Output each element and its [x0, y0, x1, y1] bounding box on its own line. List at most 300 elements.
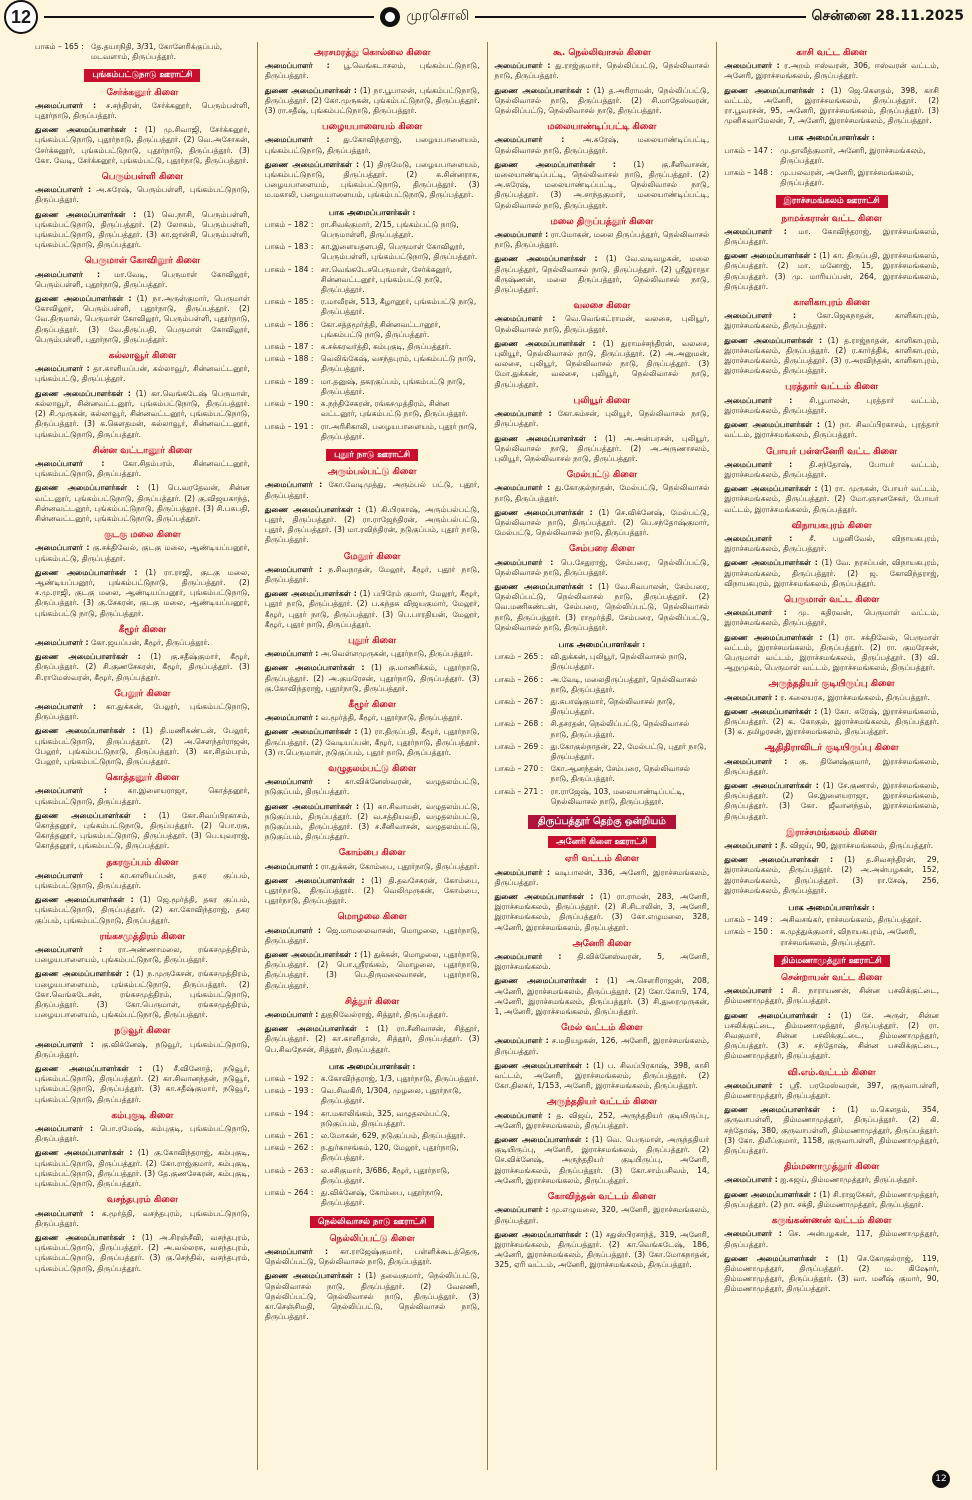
booth-text: சி.தசரதன், நெல்லிப்பட்டு, நெல்லிவாசல் நாடு, திருப்பத்தூர். — [550, 719, 690, 739]
entry-text: (1) ரா. சக்திவேல், பெருமாள் வட்டம், இராச்சமங்கலம், திருப்பத்தூர். (2) ரா. குமரேசன், பெருமாள் வட்டம், இராச்சமங்கலம், திருப்பத்தூர். (3) வி. ஆறுமுகம், பெருமாள் வட்டம், இராச்சமங்கலம், திருப்பத்தூர். — [724, 632, 939, 673]
entry-text: சி. நாராயணன், சின்ன பசலிக்குட்டை, திம்மணாமுத்தூர், திருப்பத்தூர். — [724, 986, 939, 1006]
booth-row — [265, 377, 480, 397]
column-1 — [28, 42, 258, 1470]
entry-label: துணை அமைப்பாளர்கள் : — [264, 801, 360, 811]
booth-row — [265, 342, 480, 352]
entry-text: கா.காளியப்பன், தகர குப்பம், புங்கம்பட்டுநாடு, திருப்பத்தூர். — [35, 870, 250, 891]
member-entry — [724, 336, 939, 377]
entry-label: துணை அமைப்பாளர்கள் : — [264, 159, 359, 169]
section-heading: புலியூர் கிளை — [573, 395, 631, 406]
section-heading: குடகு மலை கிளை — [104, 530, 181, 541]
entry-label: அமைப்பாளர் : — [494, 1036, 549, 1046]
booth-number: பாகம் – 184 : — [264, 264, 314, 274]
member-entry — [495, 339, 710, 390]
entry-label: துணை அமைப்பாளர்கள் : — [264, 727, 358, 737]
member-entry — [724, 841, 939, 851]
member-entry — [495, 230, 710, 250]
entry-text: (1) கோ. சுரேஷ், இராச்சமங்கலம், திருப்பத்தூர். (2) க. கோகுல், இராச்சமங்கலம், திருப்பத்தூர். (3) க. தமிழரசன், இராச்சமங்கலம், திருப்பத்தூர். — [724, 706, 939, 737]
entry-text: (1) தி.தவசேகரன், கோம்பை, புதூர்நாடு, திருப்பத்தூர். (2) வெலிமுருகன், கோம்பை, புதூர்நாடு, திருப்பத்தூர். — [264, 875, 480, 906]
member-entry — [35, 364, 250, 384]
member-entry — [724, 396, 939, 416]
section-heading: வழுதலம்பட்டு கிளை — [328, 763, 417, 774]
booth-text: கோ.ஆனந்தன், சேம்பரை, நெல்லிவாசல் நாடு, திருப்பத்தூர். — [550, 764, 690, 784]
booth-text: மா.தனுஷ், தகரகுப்பம், புங்கம்பட்டு நாடு, திருப்பத்தூர். — [320, 376, 466, 396]
booth-number: பாகம் – 261 : — [264, 1131, 314, 1141]
entry-text: (1) வெ. பெருமாள், அருந்ததியர் குடியிருப்பு, அனேரி, இராச்சமங்கலம், திருப்பத்தூர். (2) செ.விக்னேஷ், அருந்ததியர் குடியிருப்பு, அனேரி, இராச்சமங்கலம், திருப்பத்தூர். (3) கோ.சாம்பசிவம், 14, அனேரி, இராச்சமங்கலம், திருப்பத்தூர். — [494, 1135, 710, 1185]
member-entry — [495, 558, 710, 578]
member-entry — [495, 409, 710, 429]
entry-label: அமைப்பாளர் : — [494, 867, 551, 877]
member-entry — [35, 210, 250, 251]
member-entry — [265, 1271, 480, 1322]
entry-text: அ.சுரேஷ், பெரும்பள்ளி, புங்கம்பட்டுநாடு, திருப்பத்தூர். — [35, 185, 250, 205]
member-entry — [495, 892, 710, 933]
entry-label: அமைப்பாளர் : — [264, 925, 321, 935]
member-entry — [265, 589, 480, 630]
entry-label: அமைப்பாளர் : — [35, 543, 90, 553]
member-entry — [35, 101, 250, 121]
section-heading: காளிகாபுரம் கிளை — [793, 298, 870, 309]
member-entry — [35, 1209, 250, 1229]
member-entry — [724, 633, 939, 674]
page-number-badge: 12 — [4, 0, 38, 34]
member-entry — [495, 1230, 710, 1271]
entry-text: கோ.ஜெகநாதன், காளிகாபுரம், இராச்சமங்கலம், திருப்பத்தூர். — [724, 311, 939, 331]
booth-text: ந.துர்காசங்கம், 120, மேலூர், புதூர்நாடு, திருப்பத்தூர். — [320, 1143, 459, 1163]
entry-label: அமைப்பாளர் : — [35, 945, 103, 955]
entry-text: பூ.வெங்கடாசலம், புங்கம்பட்டுநாடு, திருப்பத்தூர். — [264, 61, 480, 81]
entry-label: அமைப்பாளர் : — [35, 185, 92, 195]
member-entry — [495, 976, 710, 1017]
section-heading: மலை திருப்பத்தூர் கிளை — [550, 216, 654, 227]
entry-label: துணை அமைப்பாளர்கள் : — [35, 810, 147, 820]
section-heading: ஏரி வட்டம் கிளை — [564, 854, 639, 865]
booth-number: பாகம் – 186 : — [264, 319, 314, 329]
entry-label: அமைப்பாளர் : — [35, 637, 89, 647]
member-entry — [495, 160, 710, 211]
member-entry — [724, 484, 939, 515]
entry-text: (1) துக்கன், மொழலை, புதூர்நாடு, திருப்பத்தூர். (2) பொ.ஸ்ரீரங்கம், மொழலை, புதூர்நாடு, திருப்பத்தூர். (3) பெ.திருமலைவாசன், புதூர்நாடு, திருப்பத்தூர். — [264, 950, 480, 990]
booth-number: பாகம் – 191 : — [264, 421, 314, 431]
member-entry — [35, 786, 250, 806]
member-entry — [495, 314, 710, 334]
entry-text: ந.சிவநாதன், மேலூர், கீழூர், புதூர் நாடு, திருப்பத்தூர். — [264, 564, 480, 584]
entry-label: துணை அமைப்பாளர்கள் : — [724, 632, 823, 642]
section-heading: நாமக்கரான் வட்ட கிளை — [781, 213, 882, 224]
entry-text: கோ.ஜயப்பன், கீழூர், திருப்பத்தூர். — [90, 637, 210, 647]
booth-row — [265, 265, 480, 296]
column-4 — [717, 42, 946, 1470]
member-entry — [35, 389, 250, 440]
entry-text: கா.ராஜேஷ்குமார், பள்ளிக்கூடத்தெரு, நெல்லிப்பட்டு, நெல்லிவாசல் நாடு, திருப்பத்தூர். — [264, 1246, 480, 1267]
entry-text: (1) ப. சிவப்பிரகாஷ், 398, காசி வட்டம், அனேரி, இராச்சமங்கலம், திருப்பத்தூர். (2) கோ.திலகர், 1/153, அனேரி, இராச்சமங்கலம், திருப்பத்தூர். — [494, 1060, 710, 1091]
booth-number: பாகம் – 165 : — [35, 42, 84, 51]
section-heading: ஆதிதிராவிடர் குடியிருப்பு கிளை — [764, 743, 899, 754]
sub-heading: பாக அமைப்பாளர்கள் : — [328, 206, 416, 217]
member-entry — [35, 1124, 250, 1144]
section-heading: சேர்க்கனூர் கிளை — [106, 87, 179, 98]
entry-text: ர.அறம் ஈஸ்வரன், 306, ஈஸ்வரன் வட்டம், அனேரி, இராச்சமங்கலம், திருப்பத்தூர். — [724, 61, 939, 81]
entry-label: அமைப்பாளர் : — [494, 1205, 549, 1215]
entry-label: துணை அமைப்பாளர்கள் : — [494, 254, 598, 264]
section-heading: புதூர் நாடு ஊராட்சி — [326, 449, 418, 461]
entry-label: துணை அமைப்பாளர்கள் : — [724, 484, 818, 494]
entry-label: அமைப்பாளர் : — [494, 409, 552, 419]
member-entry — [724, 1011, 939, 1062]
booth-text: மு.பலவரன், அனேரி, இராச்சமங்கலம், திருப்பத்தூர். — [780, 168, 915, 188]
member-entry — [724, 855, 939, 896]
entry-label: அமைப்பாளர் : — [724, 395, 793, 405]
entry-text: து.கோவிந்தராஜ், பழையபாளையம், புங்கம்பட்டுநாடு, திருப்பத்தூர். — [264, 135, 480, 155]
entry-label: துணை அமைப்பாளர்கள் : — [724, 85, 825, 95]
section-heading: நெல்லிவாசல் நாடு ஊராட்சி — [310, 1216, 434, 1228]
booth-number: பாகம் – 192 : — [264, 1074, 314, 1084]
booth-row — [265, 1131, 480, 1141]
column-2 — [258, 42, 488, 1470]
entry-label: அமைப்பாளர் : — [724, 1080, 783, 1090]
entry-label: அமைப்பாளர் : — [264, 61, 330, 71]
booth-number: பாகம் – 262 : — [264, 1143, 314, 1153]
section-heading: கல்லாவூர் கிளை — [108, 351, 177, 362]
entry-label: துணை அமைப்பாளர்கள் : — [724, 558, 818, 568]
member-entry — [495, 508, 710, 539]
entry-label: துணை அமைப்பாளர்கள் : — [494, 507, 593, 517]
member-entry — [265, 565, 480, 585]
entry-text: மு.எழுமலை, 320, அனேரி, இராச்சமங்கலம், திருப்பத்தூர். — [494, 1205, 710, 1225]
entry-text: (1) கு.கோவிந்தராஜ், கம்புகுடி, புங்கம்பட்டுநாடு, திருப்பத்தூர். (2) கோ.ராஜ்குமார், கம்புகுடி, புங்கம்பட்டுநாடு, திருப்பத்தூர். (3) தே.குணசேகரன், கம்புகுடி, புங்கம்பட்டுநாடு, திருப்பத்தூர். — [35, 1148, 250, 1189]
member-entry — [724, 1081, 939, 1101]
entry-text: (1) தி.மணிகண்டன், பேலூர், புங்கம்பட்டுநாடு, திருப்பத்தூர். (2) அ.சௌந்தர்ராஜன், பேலூர், புங்கம்பட்டுநாடு, திருப்பத்தூர். (3) கா.சிதம்பரம், பேலூர், புங்கம்பட்டுநாடு, திருப்பத்தூர். — [35, 726, 250, 766]
section-heading: திம்மணாமுத்தூர் ஊராட்சி — [774, 955, 890, 967]
member-entry — [35, 638, 250, 648]
entry-label: துணை அமைப்பாளர்கள் : — [724, 855, 834, 865]
entry-label: துணை அமைப்பாளர்கள் : — [35, 726, 136, 736]
entry-label: துணை அமைப்பாளர்கள் : — [264, 85, 357, 95]
member-entry — [495, 1061, 710, 1092]
section-heading: சென்றாயன் வட்ட கிளை — [781, 973, 883, 984]
member-entry — [495, 1036, 710, 1056]
entry-text: (1) சதுஸ்பிரசாந்த், 319, அனேரி, இராச்சமங்கலம், திருப்பத்தூர். (2) கா.வெங்கடேஷ், 186, அனேரி, இராச்சமங்கலம், திருப்பத்தூர். (3) கோ.மோகநாதன், 325, ஏரி வட்டம், அனேரி, இராச்சமங்கலம், திருப்பத்தூர். — [494, 1229, 710, 1270]
booth-text: ரா.அரிசிகாலி, பழையபாளையம், புதூர் நாடு, திருப்பத்தூர். — [320, 421, 477, 441]
entry-text: (1) கு.சதீஷ்குமார், கீழூர், திருப்பத்தூர். (2) சி.குணசேகரன், கீழூர், திருப்பத்தூர். (3) சி.ராமேஸ்வரன், கீழூர், திருப்பத்தூர். — [35, 652, 250, 682]
section-heading: சித்தூர் கிளை — [345, 996, 400, 1007]
entry-text: (1) பெ.வரதேவன், சின்ன வட்டனூர், புங்கம்பட்டுநாடு, திருப்பத்தூர். (2) கு.விஜயகாந்த், சின்னவட்டனூர், புங்கம்பட்டுநாடு, திருப்பத்தூர். (3) சி.பசுபதி, சின்னவட்டனூர், புங்கம்பட்டுநாடு, திருப்பத்தூர். — [35, 483, 250, 523]
member-entry — [724, 86, 939, 127]
entry-text: ஐ.சுஜய், திம்மணாமுத்தூர், திருப்பத்தூர். — [780, 1175, 918, 1185]
section-heading: நடுவூர் கிளை — [114, 1026, 171, 1037]
entry-label: துணை அமைப்பாளர்கள் : — [35, 294, 132, 304]
member-entry — [724, 1229, 939, 1249]
booth-number: பாகம் – 147 : — [724, 145, 773, 155]
member-entry — [724, 534, 939, 554]
booth-row — [265, 220, 480, 240]
entry-label: அமைப்பாளர் : — [35, 1039, 94, 1049]
section-heading: தகரகுப்பம் கிளை — [106, 857, 179, 868]
entry-text: (1) கி.பிரகாஷ், அரும்பல்பட்டு, புதூர், திருப்பத்தூர். (2) ரா.ராஜேந்திரன், அரும்பல்பட்டு, புதூர், திருப்பத்தூர். (3) மா.ரவிந்திரன், நடுகுப்பம், புதூர் நாடு, திருப்பத்தூர். — [264, 504, 480, 545]
entry-text: (1) சே.குணால், இராச்சமங்கலம், திருப்பத்தூர். (2) செ.இளையராஜா, இராச்சமங்கலம், திருப்பத்தூர். (3) கோ. ஜீவானந்தம், இராச்சமங்கலம், திருப்பத்தூர். — [724, 780, 940, 821]
booth-number: பாகம் – 269 : — [494, 741, 544, 751]
entry-label: துணை அமைப்பாளர்கள் : — [724, 706, 818, 716]
booth-row — [495, 764, 710, 784]
booth-row — [265, 1086, 480, 1106]
entry-text: (1) ஜெ.கௌதம், 398, காசி வட்டம், அனேரி, இராச்சமங்கலம், திருப்பத்தூர். (2) ரா.பூவரசன், 95, அனேரி, இராச்சமங்கலம், திருப்பத்தூர். (3) முனிசுவாமேலன், 7, அனேரி, இராச்சமங்கலம், திருப்பத்தூர். — [724, 85, 939, 126]
entry-text: ச.மதியழகன், 126, அனேரி, இராச்சமங்கலம், திருப்பத்தூர். — [494, 1036, 710, 1056]
newspaper-logo-icon — [380, 7, 400, 27]
entry-text: சீ. பழனிவேல், விநாயகபுரம், இராச்சமங்கலம், திருப்பத்தூர். — [724, 533, 939, 554]
booth-row — [265, 297, 480, 317]
section-heading: பழையபாளையம் கிளை — [321, 122, 423, 133]
entry-label: துணை அமைப்பாளர்கள் : — [724, 1010, 831, 1020]
entry-text: தி.விக்னேஸ்வரன், 5, அனேரி, இராச்சமங்கலம். — [494, 952, 710, 972]
member-entry — [265, 1247, 480, 1267]
booth-number: பாகம் – 263 : — [264, 1165, 314, 1175]
member-entry — [724, 1175, 939, 1185]
entry-text: (1) த.ராஜ்நாதன், காளிகாபுரம், இராச்சமங்கலம், திருப்பத்தூர். (2) ர.கார்த்திக், காளிகாபுரம், இராச்சமங்கலம், திருப்பத்தூர். (3) ர.அரவிந்தன், காளிகாபுரம், இராச்சமங்கலம், திருப்பத்தூர். — [724, 335, 940, 376]
entry-text: (1) வே.வடிவழகன், மலை திருப்பத்தூர், நெல்லிவாசல் நாடு, திருப்பத்தூர். (2) ஸ்ரீஇராதா கிருஷ்ணன், மலை திருப்பத்தூர், நெல்லிவாசல் நாடு, திருப்பத்தூர். — [494, 254, 710, 295]
member-entry — [265, 135, 480, 155]
entry-text: அ.சுரேஷ், மலையாண்டிப்பட்டி, நெல்லிவாசல் நாடு, திருப்பத்தூர். — [494, 135, 710, 155]
booth-text: கா.இளையதளபதி, பெருமாள் கோவிலூர், பெரும்பள்ளி, புங்கம்பட்டுநாடு, திருப்பத்தூர். — [320, 242, 478, 262]
member-entry — [35, 185, 250, 205]
entry-label: துணை அமைப்பாளர்கள் : — [724, 780, 819, 790]
entry-label: துணை அமைப்பாளர்கள் : — [35, 1148, 133, 1158]
member-entry — [35, 543, 250, 563]
entry-text: கா.இளையராஜா, கொத்தனூர், புங்கம்பட்டுநாடு, திருப்பத்தூர். — [35, 786, 250, 806]
booth-text: அசிவசங்கர், ராச்சமங்கலம், திருப்பத்தூர். — [780, 915, 922, 925]
entry-text: ஸ்ரீ. பரமேஸ்வரன், 397, குருவாபள்ளி, திம்மணாமுத்தூர், திருப்பத்தூர். — [724, 1080, 939, 1101]
entry-label: துணை அமைப்பாளர்கள் : — [494, 581, 593, 591]
booth-text: ரா.சிவக்குமார், 2/15, புங்கம்பட்டு நாடு, பெருமாள்ளி, திருப்பத்தூர். — [320, 219, 459, 240]
section-heading: மேலூர் கிளை — [343, 551, 401, 562]
entry-label: அமைப்பாளர் : — [264, 861, 319, 871]
booth-number: பாகம் – 271 : — [494, 786, 544, 796]
member-entry — [724, 311, 939, 331]
entry-text: நீ. விஜய், 90, இராச்சமங்கலம், திருப்பத்தூர். — [780, 841, 934, 850]
member-entry — [724, 460, 939, 480]
booth-row — [265, 422, 480, 442]
section-heading: ரங்கசமுத்திரம் கிளை — [99, 931, 186, 942]
booth-row — [495, 675, 710, 695]
booth-text: மு.தாவீத்குமார், அனேரி, இராச்சமங்கலம், திருப்பத்தூர். — [780, 145, 926, 165]
entry-label: அமைப்பாளர் : — [264, 1010, 319, 1020]
entry-text: (1) வெ.நாசி, பெரும்பள்ளி, புங்கம்பட்டுநாடு, திருப்பத்தூர். (2) லோகம், பெரும்பள்ளி, புங்கம்பட்டுநாடு, திருப்பத்தூர். (3) கா.ஜான்சி, பெரும்பள்ளி, புங்கம்பட்டுநாடு, திருப்பத்தூர். — [35, 209, 250, 250]
member-entry — [724, 1254, 939, 1295]
section-heading: பெரும்பள்ளி கிளை — [101, 172, 183, 183]
member-entry — [724, 558, 939, 589]
section-heading: வசந்தபுரம் கிளை — [106, 1195, 178, 1206]
entry-text: மா. கோவிந்தராஜ், இராச்சமங்கலம், திருப்பத்தூர். — [724, 226, 940, 247]
entry-label: துணை அமைப்பாளர்கள் : — [494, 892, 594, 902]
entry-label: துணை அமைப்பாளர்கள் : — [494, 976, 599, 986]
entry-label: அமைப்பாளர் : — [724, 533, 793, 543]
section-heading: பேலூர் கிளை — [114, 688, 171, 699]
member-entry — [265, 926, 480, 946]
section-heading: மேல்பட்டு கிளை — [566, 470, 637, 481]
entry-text: தி.சந்தோஷ், போயர் வட்டம், இராச்சமங்கலம், திருப்பத்தூர். — [724, 459, 939, 479]
booth-number: பாகம் – 185 : — [264, 297, 314, 307]
entry-text: (1) ந.முருகேசன், ரங்கசமுத்திரம், பழையபாளையம், புங்கம்பட்டுநாடு, திருப்பத்தூர். (2) கோ.வெங்கடேசன், ரங்கசமுத்திரம், புங்கம்பட்டுநாடு, திருப்பத்தூர். (3) கோ.பெருமாள், ரங்கசமுத்திரம், பழையபாளையம், புங்கம்பட்டுநாடு, திருப்பத்தூர். — [35, 969, 250, 1020]
entry-text: ரா.துக்கன், கோம்பை, புதூர்நாடு, திருப்பத்தூர். — [320, 861, 480, 871]
member-entry — [724, 227, 939, 247]
section-heading: அரும்பல்பட்டு கிளை — [327, 467, 417, 478]
entry-text: (1) சீ.வினோத், நடுவூர், புங்கம்பட்டுநாடு, திருப்பத்தூர். (2) கா.சிவானந்தன், நடுவூர், புங்கம்பட்டுநாடு, திருப்பத்தூர். (3) கா.சதீஷ்குமார், நடுவூர், புங்கம்பட்டுநாடு, திருப்பத்தூர். — [35, 1064, 250, 1104]
entry-label: அமைப்பாளர் : — [724, 608, 787, 618]
footer-page-number: 12 — [932, 1470, 950, 1488]
entry-label: துணை அமைப்பாளர்கள் : — [264, 1024, 369, 1034]
member-entry — [265, 505, 480, 546]
entry-label: துணை அமைப்பாளர்கள் : — [724, 1105, 836, 1115]
member-entry — [35, 1148, 250, 1189]
member-entry — [495, 61, 710, 81]
entry-text: கோ.கம்சன், புலியூர், நெல்லிவாசல் நாடு, திருப்பத்தூர். — [494, 409, 710, 429]
entry-label: அமைப்பாளர் : — [494, 1110, 551, 1120]
section-heading: மொழலை கிளை — [337, 912, 407, 923]
newspaper-name — [380, 7, 469, 27]
entry-label: அமைப்பாளர் : — [494, 483, 551, 493]
sub-heading: பாக அமைப்பாளர்கள் : — [328, 1060, 416, 1071]
entry-label: துணை அமைப்பாளர்கள் : — [494, 85, 590, 95]
entry-label: துணை அமைப்பாளர்கள் : — [724, 420, 820, 430]
member-entry — [724, 61, 939, 81]
section-heading: திருப்பத்தூர் தெற்கு ஒன்றியம் — [528, 815, 676, 829]
entry-text: மு. கதிரவன், பெருமாள் வட்டம், இராச்சமங்கலம், திருப்பத்தூர். — [724, 608, 939, 628]
entry-text: மா.வேடி, பெருமாள் கோவிலூர், பெரும்பள்ளி, புதூர்நாடு, திருப்பத்தூர். — [35, 269, 250, 289]
booth-text: க.முத்துக்குமார், விநாயகபுரம், அனேரி, ராச்சமங்கலம், திருப்பத்தூர். — [780, 927, 917, 947]
entry-text: (1) மு.சிவாஜி, சேர்க்கனூர், புங்கம்பட்டுநாடு, புதூர்நாடு, திருப்பத்தூர். (2) வெ.அசோகன், சேர்க்கனூர், புங்கம்பட்டுநாடு, புதூர்நாடு, திருப்பத்தூர். (3) கோ. வேடி, சேர்க்கனூர், புங்கம்பட்டு, புதூர்நாடு, திருப்பத்தூர். — [35, 125, 250, 165]
dateline: சென்னை 28.11.2025 — [811, 8, 964, 24]
entry-label: அமைப்பாளர் : — [724, 459, 793, 469]
entry-text: துதநிவேல்ராஜ், சித்தூர், திருப்பத்தூர். — [320, 1010, 449, 1020]
sub-heading: பாக அமைப்பாளர்கள் : — [788, 132, 875, 143]
section-heading: சின்ன வட்டானூர் கிளை — [92, 445, 193, 456]
section-heading: புரத்தார் வட்டம் கிளை — [785, 382, 879, 393]
entry-text: (1) செ.விக்னேஷ், மேல்பட்டு, நெல்லிவாசல் நாடு, திருப்பத்தூர். (2) பெ.சந்தோஷ்குமார், மேல்பட்டு, நெல்லிவாசல் நாடு, திருப்பத்தூர். — [494, 507, 710, 538]
entry-label: துணை அமைப்பாளர்கள் : — [35, 388, 131, 398]
member-entry — [265, 86, 480, 117]
booth-row — [35, 42, 250, 62]
entry-text: (1) அ.சிரஞ்சீவி, வசந்தபுரம், புங்கம்பட்டுநாடு, திருப்பத்தூர். (2) அ.வல்லரசு, வசந்தபுரம், புங்கம்பட்டுநாடு, திருப்பத்தூர். (3) கு.செந்தில், வசந்தபுரம், புங்கம்பட்டுநாடு, திருப்பத்தூர். — [35, 1232, 250, 1273]
member-entry — [724, 608, 939, 628]
booth-number: பாகம் – 190 : — [264, 399, 314, 409]
member-entry — [265, 61, 480, 81]
booth-text: து.சுபாஷ்குமார், நெல்லிவாசல் நாடு, திருப்பத்தூர். — [550, 696, 676, 717]
member-entry — [495, 86, 710, 117]
entry-label: துணை அமைப்பாளர்கள் : — [264, 504, 361, 514]
entry-text: (1) கா.வெங்கடேஷ் பெருமாள், கல்லாவூர், சின்னவட்டனூர், புங்கம்பட்டுநாடு, திருப்பத்தூர். (2) சி.முருகன், கல்லாவூர், சின்னவட்டனூர், புங்கம்பட்டுநாடு, திருப்பத்தூர். (3) க.கௌதமன், கல்லாவூர், சின்னவட்டனூர், புங்கம்பட்டுநாடு, திருப்பத்தூர். — [35, 388, 250, 439]
booth-number: பாகம் – 266 : — [494, 674, 544, 684]
entry-text: (1) ரா.சீனிவாசன், சித்தூர், திருப்பத்தூர். (2) கா.காளிதாஸ், சித்தூர், திருப்பத்தூர். (3) பெ.சிவநேசன், சித்தூர், திருப்பத்தூர். — [264, 1024, 480, 1054]
booth-number: பாகம் – 182 : — [264, 219, 314, 229]
member-entry — [724, 420, 939, 440]
entry-label: துணை அமைப்பாளர்கள் : — [724, 1253, 829, 1263]
booth-number: பாகம் – 193 : — [264, 1086, 314, 1096]
member-entry — [495, 483, 710, 503]
booth-text: ல.மோகன், 629, நடுகுப்பம், திருப்பத்தூர். — [320, 1131, 466, 1141]
entry-label: அமைப்பாளர் : — [35, 1124, 94, 1134]
member-entry — [35, 459, 250, 479]
entry-label: துணை அமைப்பாளர்கள் : — [724, 335, 823, 345]
entry-text: (1) துராமச்சந்திரன், வலசை, புலியூர், நெல்லிவாசல் நாடு, திருப்பத்தூர். (2) அ.அனுமன், வலசை, புலியூர், நெல்லிவாசல் நாடு, திருப்பத்தூர். (3) மோ.துக்கன், வலசை, புலியூர், நெல்லிவாசல் நாடு, திருப்பத்தூர். — [494, 338, 710, 389]
booth-row — [724, 146, 939, 166]
entry-label: துணை அமைப்பாளர்கள் : — [35, 652, 141, 662]
entry-label: அமைப்பாளர் : — [264, 135, 330, 145]
section-heading: இராச்சமங்கலம் ஊராட்சி — [776, 195, 888, 207]
entry-label: அமைப்பாளர் : — [724, 986, 784, 996]
entry-text: செ. அன்பழகன், 117, திம்மணாமுத்தூர், திருப்பத்தூர். — [724, 1229, 939, 1249]
member-entry — [724, 757, 939, 777]
entry-label: அமைப்பாளர் : — [724, 756, 788, 766]
member-entry — [495, 135, 710, 155]
booth-number: பாகம் – 150 : — [724, 927, 773, 937]
entry-label: அமைப்பாளர் : — [724, 226, 787, 236]
entry-text: (1) நா.அருள்குமார், பெருமாள் கோவிலூர், பெரும்பள்ளி, புதூர்நாடு, திருப்பத்தூர். (2) வே.திருமால், பெருமாள் கோவிலூர், பெரும்பள்ளி, புதூர்நாடு, திருப்பத்தூர். (3) வே.திருப்பதி, பெருமாள் கோவிலூர், பெரும்பள்ளி, புதூர்நாடு, திருப்பத்தூர். — [35, 294, 250, 344]
entry-label: துணை அமைப்பாளர்கள் : — [494, 1135, 589, 1145]
entry-text: (1) பபிரேம் குமார், மேலூர், கீழூர், புதூர் நாடு, திருப்பத்தூர். (2) ப.கந்தசு விஜயகுமார், மேலூர், கீழூர், புதூர் நாடு, திருப்பத்தூர். (3) பெ.பாரதியன், மேலூர், கீழூர், புதூர் நாடு, திருப்பத்தூர். — [264, 589, 480, 629]
section-heading: புதூர் கிளை — [348, 635, 397, 646]
member-entry — [265, 1024, 480, 1055]
booth-text: து.விக்னேஷ், கோம்பை, புதூர்நாடு, திருப்பத்தூர். — [320, 1188, 443, 1208]
entry-label: துணை அமைப்பாளர்கள் : — [35, 895, 134, 905]
entry-label: அமைப்பாளர் : — [264, 1246, 328, 1256]
booth-row — [724, 927, 939, 947]
member-entry — [495, 952, 710, 972]
entry-text: (1) சி.ராஜசேகர், திம்மணாமுத்தூர், திருப்பத்தூர். (2) நா. சக்தி, திம்மணாமுத்தூர், திருப்பத்தூர். — [724, 1189, 939, 1209]
member-entry — [495, 254, 710, 295]
entry-text: பெ.சேதுராஜ், சேம்பரை, நெல்லிப்பட்டு, நெல்லிவாசல் நாடு, திருப்பத்தூர். — [494, 557, 710, 577]
member-entry — [265, 1010, 480, 1020]
entry-label: துணை அமைப்பாளர்கள் : — [264, 589, 357, 599]
entry-text: கா.துக்கன், பேலூர், புங்கம்பட்டுநாடு, திருப்பத்தூர். — [35, 701, 250, 722]
member-entry — [265, 480, 480, 500]
booth-row — [724, 915, 939, 925]
booth-text: அ.வேடி, மலைதிருப்பத்தூர், நெல்லிவாசல் நாடு, திருப்பத்தூர். — [550, 674, 698, 694]
member-entry — [35, 1040, 250, 1060]
member-entry — [35, 125, 250, 166]
member-entry — [35, 895, 250, 926]
booth-text: வெ.சிவகிரி, 1/304, முழலை, புதூர்நாடு, திருப்பத்தூர். — [320, 1086, 462, 1106]
entry-label: அமைப்பாளர் : — [724, 61, 780, 71]
booth-text: சு.நந்திசேகரன், ரங்கசமுத்திரம், சின்ன வட்டனூர், புங்கம்பட்டு நாடு, திருப்பத்தூர். — [320, 399, 468, 419]
booth-text: தே.தயாநிதி, 3/31, கோனேரிக்குப்பம், மடவளாம், திருப்பத்தூர். — [91, 42, 223, 62]
booth-text: வெலிங்கேஷ், வசந்தபுரம், புங்கம்பட்டு நாடு, திருப்பத்தூர். — [320, 354, 476, 374]
member-entry — [35, 702, 250, 722]
member-entry — [724, 707, 939, 738]
booth-number: பாகம் – 187 : — [264, 342, 314, 352]
entry-text: (1) கு.சீனிவாசன், மலையாண்டிப்பட்டி, நெல்லிவாசல் நாடு, திருப்பத்தூர். (2) அ.சுரேஷ், மலையாண்டிப்பட்டி, நெல்லிவாசல் நாடு, திருப்பத்தூர். (3) அ.சாந்தகுமார், மலையாண்டிப்பட்டி, நெல்லிவாசல் நாடு, திருப்பத்தூர். — [494, 159, 710, 210]
entry-label: அமைப்பாளர் : — [35, 364, 90, 374]
entry-label: அமைப்பாளர் : — [264, 649, 319, 659]
entry-label: துணை அமைப்பாளர்கள் : — [494, 159, 616, 169]
booth-row — [265, 1188, 480, 1208]
booth-number: பாகம் – 265 : — [494, 652, 544, 662]
booth-row — [724, 168, 939, 188]
entry-label: துணை அமைப்பாளர்கள் : — [724, 1189, 817, 1199]
entry-label: அமைப்பாளர் : — [724, 311, 797, 321]
entry-label: துணை அமைப்பாளர்கள் : — [494, 1060, 590, 1070]
entry-label: அமைப்பாளர் : — [35, 269, 101, 279]
member-entry — [724, 251, 939, 292]
entry-text: (1) கோ.சிவப்பிரகாசம், கொத்தனூர், புங்கம்பட்டுநாடு, திருப்பத்தூர். (2) பொ.ரகு, கொத்தனூர், புங்கம்பட்டுநாடு, திருப்பத்தூர். (3) பெ.யுவராஜ், கொத்தனூர், புங்கம்பட்டு, திருப்பத்தூர். — [35, 810, 250, 851]
member-entry — [35, 652, 250, 683]
member-entry — [724, 693, 939, 703]
booth-text: வி.துக்கன், புலியூர், நெல்லிவாசல் நாடு, திருப்பத்தூர். — [550, 652, 687, 672]
member-entry — [724, 1190, 939, 1210]
entry-text: வடிபாலன், 336, அனேரி, இராச்சமங்கலம், திருப்பத்தூர். — [494, 867, 710, 887]
entry-label: அமைப்பாளர் : — [264, 480, 323, 490]
section-heading: அனேரி கிளை — [572, 938, 632, 949]
member-entry — [495, 868, 710, 888]
booth-number: பாகம் – 189 : — [264, 376, 314, 386]
